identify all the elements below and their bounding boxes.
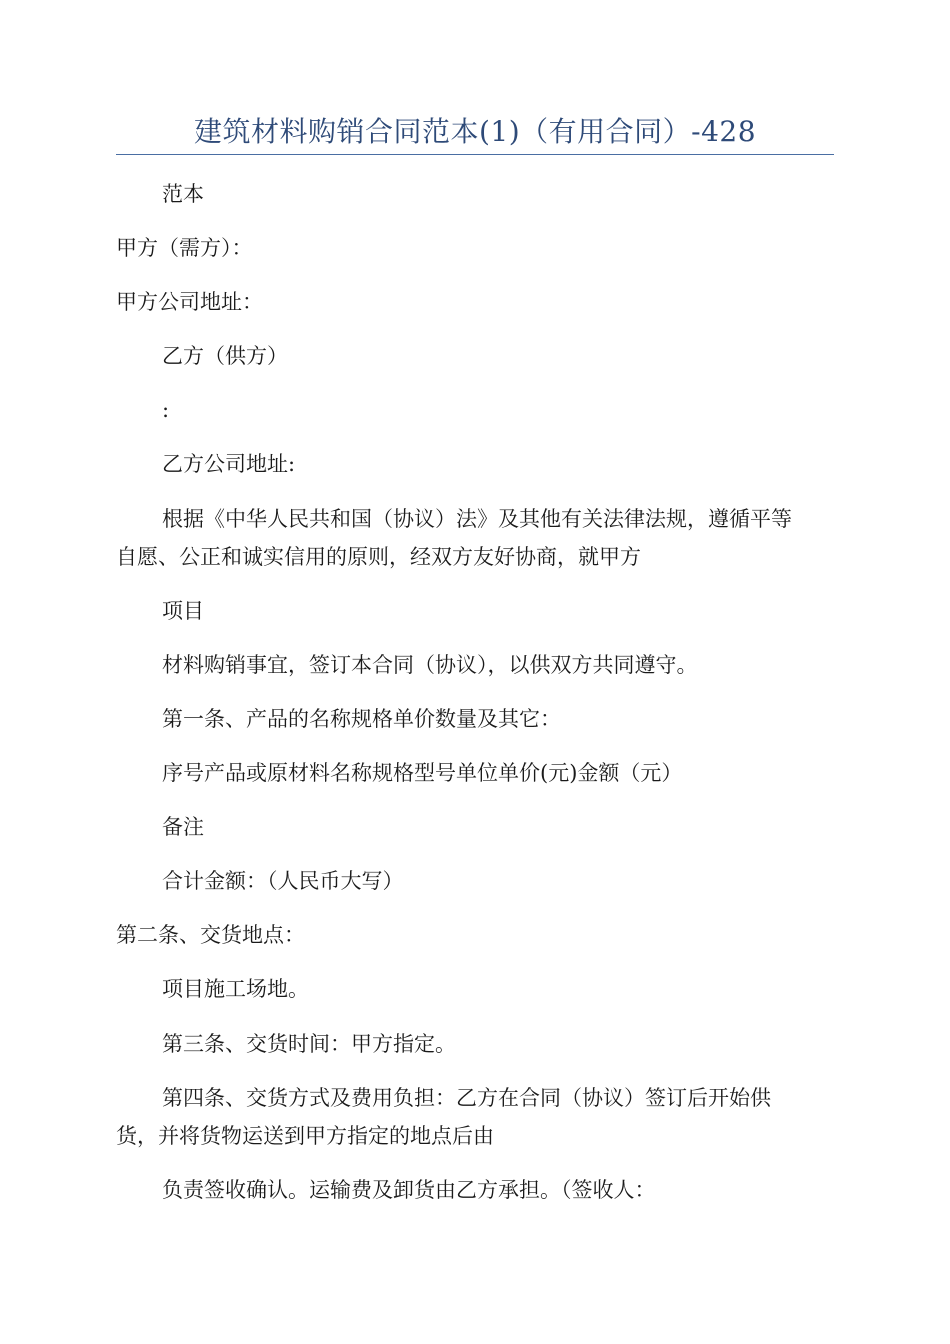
paragraph-article-3: 第三条、交货时间：甲方指定。 — [162, 1032, 456, 1056]
paragraph-article-2: 第二条、交货地点： — [116, 923, 305, 947]
paragraph-delivery-site: 项目施工场地。 — [162, 977, 309, 1001]
paragraph-sample-label: 范本 — [162, 182, 204, 206]
paragraph-party-a: 甲方（需方）： — [116, 236, 253, 260]
paragraph-article-4-line-2: 货，并将货物运送到甲方指定的地点后由 — [116, 1124, 494, 1148]
paragraph-table-header: 序号产品或原材料名称规格型号单位单价(元)金额（元） — [162, 761, 683, 785]
paragraph-legal-basis-line-2: 自愿、公正和诚实信用的原则，经双方友好协商，就甲方 — [116, 545, 641, 569]
paragraph-article-4-line-1: 第四条、交货方式及费用负担：乙方在合同（协议）签订后开始供 — [162, 1086, 771, 1110]
paragraph-total-amount: 合计金额：（人民币大写） — [162, 869, 404, 893]
paragraph-article-1: 第一条、产品的名称规格单价数量及其它： — [162, 707, 561, 731]
paragraph-project: 项目 — [162, 599, 204, 623]
paragraph-signoff: 负责签收确认。运输费及卸货由乙方承担。（签收人： — [162, 1178, 656, 1202]
paragraph-party-b: 乙方（供方） — [162, 344, 288, 368]
paragraph-purchase-matters: 材料购销事宜，签订本合同（协议），以供双方共同遵守。 — [162, 653, 698, 677]
paragraph-party-a-address: 甲方公司地址： — [116, 290, 263, 314]
paragraph-party-b-address: 乙方公司地址: — [162, 452, 296, 476]
paragraph-legal-basis-line-1: 根据《中华人民共和国（协议）法》及其他有关法律法规，遵循平等 — [162, 507, 792, 531]
document-title: 建筑材料购销合同范本(1)（有用合同）-428 — [193, 115, 757, 148]
paragraph-remarks: 备注 — [162, 815, 204, 839]
paragraph-colon: : — [162, 398, 170, 422]
title-underline — [116, 154, 834, 155]
